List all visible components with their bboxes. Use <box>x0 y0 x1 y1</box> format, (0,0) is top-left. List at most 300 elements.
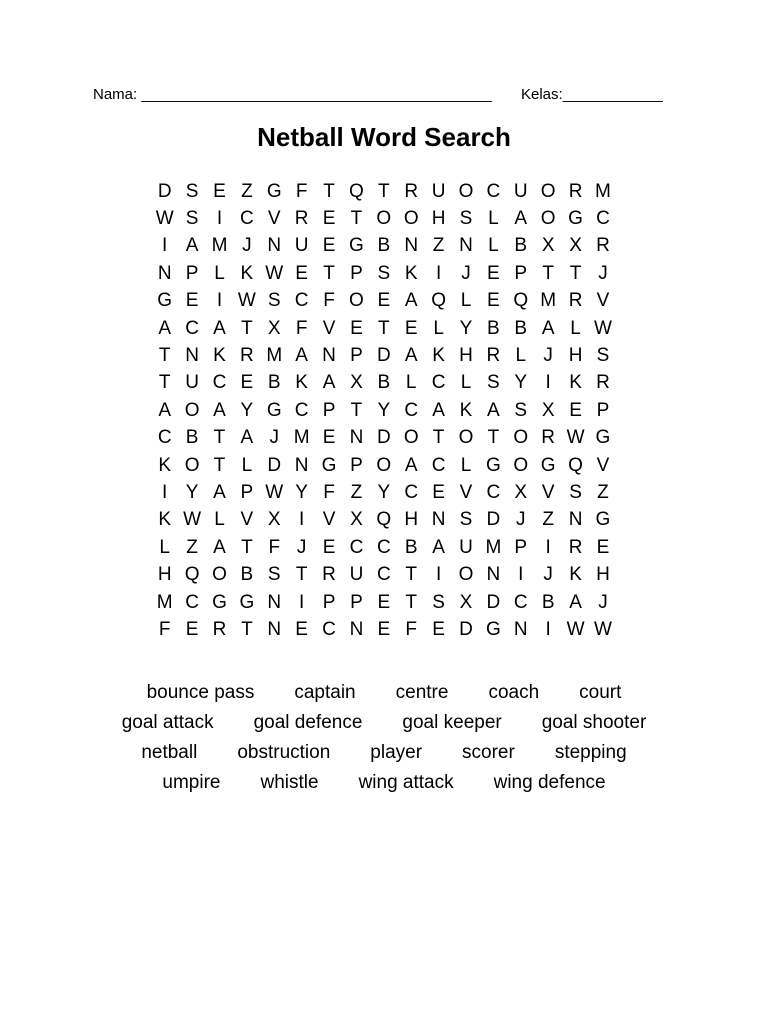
grid-letter: C <box>376 536 391 558</box>
grid-letter: G <box>485 454 501 476</box>
grid-letter: B <box>541 591 555 613</box>
word-row <box>0 678 768 708</box>
grid-letter: M <box>595 180 611 202</box>
grid-letter: C <box>404 481 419 503</box>
word-item: scorer <box>462 742 515 763</box>
grid-letter: Q <box>376 509 392 531</box>
grid-letter: S <box>514 399 528 421</box>
grid-letter: S <box>459 208 473 230</box>
grid-letter: G <box>212 591 227 613</box>
word-item: bounce pass <box>146 682 255 703</box>
grid-letter: F <box>323 290 335 312</box>
grid-letter: H <box>431 208 446 230</box>
grid-letter: F <box>295 317 308 339</box>
grid-letter: A <box>295 345 308 367</box>
grid-letter: E <box>350 317 363 339</box>
grid-letter: N <box>459 235 473 257</box>
grid-letter: Z <box>186 536 198 558</box>
word-item: wing defence <box>493 772 606 793</box>
grid-letter: T <box>213 427 226 449</box>
grid-letter: G <box>266 399 282 421</box>
grid-letter: K <box>459 399 473 421</box>
grid-letter: V <box>240 509 254 531</box>
grid-letter: G <box>157 290 173 312</box>
grid-letter: T <box>295 564 308 586</box>
grid-letter: T <box>405 591 418 613</box>
grid-letter: M <box>211 235 228 257</box>
grid-letter: V <box>459 481 473 503</box>
grid-letter: X <box>350 509 363 531</box>
grid-letter: F <box>405 618 418 640</box>
grid-letter: G <box>349 235 364 257</box>
word-item: coach <box>488 682 540 703</box>
grid-letter: O <box>376 208 392 230</box>
grid-letter: J <box>598 262 608 284</box>
grid-letter: T <box>241 618 253 640</box>
grid-letter: L <box>214 262 225 284</box>
grid-letter: S <box>569 481 582 503</box>
grid-letter: I <box>299 509 305 531</box>
grid-letter: T <box>405 564 418 586</box>
grid-letter: T <box>158 345 171 367</box>
grid-letter: C <box>294 399 309 421</box>
grid-letter: W <box>265 481 284 503</box>
grid-letter: M <box>540 290 557 312</box>
grid-letter: X <box>514 481 528 503</box>
grid-letter: E <box>185 290 199 312</box>
grid-letter: T <box>432 427 445 449</box>
grid-letter: D <box>459 618 473 640</box>
grid-letter: E <box>404 317 418 339</box>
grid-letter: N <box>486 564 501 586</box>
grid-letter: A <box>213 481 226 503</box>
grid-letter: F <box>158 618 171 640</box>
grid-letter: B <box>377 235 391 257</box>
grid-letter: Y <box>185 481 199 503</box>
grid-letter: A <box>432 399 445 421</box>
grid-letter: S <box>459 509 473 531</box>
grid-letter: C <box>513 591 528 613</box>
grid-letter: D <box>376 427 391 449</box>
word-item: court <box>579 682 622 703</box>
grid-letter: E <box>432 618 445 640</box>
grid-letter: P <box>322 591 336 613</box>
grid-letter: L <box>488 208 499 230</box>
grid-letter: N <box>349 427 364 449</box>
word-item: centre <box>395 682 449 703</box>
grid-letter: G <box>485 618 501 640</box>
grid-letter: S <box>596 345 610 367</box>
grid-letter: E <box>322 208 336 230</box>
grid-letter: L <box>159 536 170 558</box>
grid-letter: T <box>241 317 253 339</box>
grid-letter: L <box>570 317 581 339</box>
grid-letter: B <box>404 536 418 558</box>
grid-letter: G <box>595 427 611 449</box>
grid-letter: N <box>349 618 364 640</box>
grid-letter: J <box>516 509 526 531</box>
grid-letter: G <box>266 180 282 202</box>
grid-letter: O <box>540 208 556 230</box>
grid-letter: W <box>183 509 202 531</box>
grid-letter: V <box>322 317 336 339</box>
grid-letter: N <box>185 345 199 367</box>
grid-letter: T <box>213 454 226 476</box>
grid-letter: O <box>376 454 392 476</box>
grid-letter: X <box>459 591 473 613</box>
grid-letter: X <box>267 509 281 531</box>
grid-letter: L <box>241 454 253 476</box>
grid-letter: C <box>185 317 199 339</box>
grid-letter: H <box>459 345 473 367</box>
grid-letter: I <box>435 564 442 586</box>
grid-letter: C <box>376 564 391 586</box>
grid-letter: Y <box>377 481 391 503</box>
grid-letter: C <box>404 399 419 421</box>
grid-letter: C <box>486 481 501 503</box>
grid-letter: U <box>459 536 473 558</box>
grid-letter: P <box>185 262 199 284</box>
word-row <box>0 738 768 768</box>
grid-letter: B <box>514 317 528 339</box>
grid-letter: D <box>157 180 172 202</box>
grid-letter: R <box>541 427 556 449</box>
grid-letter: Y <box>295 481 308 503</box>
grid-letter: W <box>265 262 284 284</box>
word-item: whistle <box>260 772 319 793</box>
grid-letter: W <box>593 317 612 339</box>
grid-letter: C <box>596 208 610 230</box>
word-item: umpire <box>162 772 221 793</box>
grid-letter: G <box>239 591 255 613</box>
grid-letter: I <box>216 290 223 312</box>
grid-letter: I <box>299 591 305 613</box>
grid-letter: E <box>569 399 582 421</box>
grid-letter: N <box>568 509 583 531</box>
grid-letter: A <box>569 591 582 613</box>
grid-letter: C <box>212 372 227 394</box>
grid-letter: S <box>185 180 199 202</box>
grid-letter: O <box>513 454 529 476</box>
grid-letter: M <box>485 536 502 558</box>
grid-letter: N <box>267 591 282 613</box>
grid-letter: K <box>158 454 172 476</box>
grid-letter: J <box>543 345 553 367</box>
grid-letter: V <box>267 208 281 230</box>
grid-letter: A <box>213 317 226 339</box>
grid-letter: A <box>404 454 418 476</box>
word-item: goal shooter <box>541 712 647 733</box>
grid-letter: V <box>541 481 555 503</box>
grid-letter: L <box>515 345 527 367</box>
grid-letter: O <box>540 180 556 202</box>
grid-letter: R <box>404 180 419 202</box>
grid-letter: P <box>514 262 528 284</box>
grid-letter: Z <box>597 481 609 503</box>
grid-letter: X <box>541 399 555 421</box>
grid-letter: I <box>162 481 168 503</box>
grid-letter: R <box>596 235 610 257</box>
grid-letter: G <box>568 208 583 230</box>
grid-letter: R <box>596 372 610 394</box>
grid-letter: C <box>185 591 199 613</box>
grid-letter: H <box>157 564 172 586</box>
grid-letter: R <box>212 618 227 640</box>
grid-letter: P <box>350 345 363 367</box>
grid-letter: O <box>458 564 474 586</box>
word-item: wing attack <box>358 772 454 793</box>
header-fields <box>93 86 673 106</box>
grid-letter: O <box>403 208 419 230</box>
grid-letter: R <box>568 180 583 202</box>
grid-letter: E <box>432 481 445 503</box>
grid-letter: P <box>596 399 610 421</box>
grid-letter: X <box>350 372 363 394</box>
grid-letter: T <box>323 262 335 284</box>
grid-letter: C <box>157 427 172 449</box>
grid-letter: V <box>596 290 610 312</box>
word-item: goal keeper <box>402 712 502 733</box>
grid-letter: W <box>593 618 612 640</box>
grid-letter: S <box>487 372 500 394</box>
grid-letter: G <box>595 509 611 531</box>
grid-letter: E <box>322 427 336 449</box>
grid-letter: D <box>486 591 501 613</box>
grid-letter: R <box>240 345 254 367</box>
grid-letter: T <box>241 536 253 558</box>
grid-letter: Y <box>377 399 391 421</box>
grid-letter: N <box>267 618 282 640</box>
grid-letter: R <box>294 208 309 230</box>
grid-letter: I <box>216 208 223 230</box>
grid-letter: G <box>321 454 337 476</box>
grid-letter: O <box>513 427 529 449</box>
word-item: goal attack <box>121 712 214 733</box>
grid-letter: N <box>513 618 528 640</box>
grid-letter: K <box>158 509 172 531</box>
grid-letter: J <box>543 564 553 586</box>
grid-letter: C <box>431 454 446 476</box>
grid-letter: Y <box>514 372 528 394</box>
grid-letter: B <box>185 427 199 449</box>
grid-letter: M <box>266 345 283 367</box>
grid-letter: A <box>322 372 336 394</box>
word-item: stepping <box>554 742 627 763</box>
grid-letter: D <box>486 509 501 531</box>
grid-letter: Q <box>513 290 529 312</box>
grid-letter: M <box>156 591 173 613</box>
grid-letter: X <box>541 235 555 257</box>
grid-letter: B <box>267 372 281 394</box>
grid-letter: C <box>240 208 254 230</box>
grid-letter: P <box>350 262 363 284</box>
grid-letter: P <box>322 399 336 421</box>
grid-letter: W <box>566 427 585 449</box>
grid-letter: L <box>433 317 444 339</box>
grid-letter: O <box>184 399 200 421</box>
grid-letter: F <box>295 180 308 202</box>
grid-letter: D <box>376 345 391 367</box>
grid-letter: I <box>162 235 168 257</box>
grid-letter: Q <box>568 454 583 476</box>
grid-letter: I <box>545 618 551 640</box>
grid-letter: K <box>569 372 582 394</box>
page-title: Netball Word Search <box>257 122 511 152</box>
grid-letter: E <box>377 618 391 640</box>
grid-letter: O <box>458 180 474 202</box>
grid-letter: I <box>545 536 551 558</box>
grid-letter: E <box>322 235 336 257</box>
grid-letter: S <box>432 591 445 613</box>
grid-letter: Q <box>184 564 200 586</box>
grid-letter: W <box>237 290 256 312</box>
grid-letter: W <box>566 618 585 640</box>
grid-letter: U <box>513 180 528 202</box>
grid-letter: E <box>240 372 254 394</box>
grid-letter: V <box>596 454 610 476</box>
grid-letter: L <box>460 290 472 312</box>
grid-letter: P <box>514 536 528 558</box>
grid-letter: L <box>460 454 472 476</box>
grid-letter: T <box>569 262 582 284</box>
grid-letter: B <box>514 235 528 257</box>
grid-letter: E <box>185 618 199 640</box>
grid-letter: L <box>405 372 417 394</box>
grid-letter: L <box>460 372 472 394</box>
grid-letter: A <box>514 208 528 230</box>
word-item: obstruction <box>237 742 331 763</box>
grid-letter: S <box>267 564 281 586</box>
grid-letter: Z <box>350 481 363 503</box>
grid-letter: S <box>267 290 281 312</box>
grid-letter: O <box>458 427 474 449</box>
grid-letter: A <box>213 399 226 421</box>
grid-letter: U <box>185 372 199 394</box>
grid-letter: N <box>294 454 309 476</box>
grid-letter: B <box>377 372 391 394</box>
grid-letter: Y <box>459 317 473 339</box>
grid-letter: A <box>158 317 172 339</box>
grid-letter: H <box>568 345 583 367</box>
grid-letter: T <box>487 427 500 449</box>
grid-letter: O <box>349 290 364 312</box>
word-item: netball <box>141 742 198 763</box>
grid-letter: K <box>213 345 226 367</box>
grid-letter: O <box>403 427 419 449</box>
grid-letter: C <box>294 290 309 312</box>
grid-letter: E <box>322 536 336 558</box>
grid-letter: A <box>404 345 418 367</box>
letter-grid <box>151 178 621 644</box>
grid-letter: E <box>295 618 308 640</box>
grid-letter: R <box>568 290 583 312</box>
grid-letter: R <box>322 564 336 586</box>
grid-letter: I <box>545 372 551 394</box>
word-item: captain <box>294 682 356 703</box>
grid-letter: I <box>435 262 442 284</box>
grid-letter: O <box>212 564 227 586</box>
word-row <box>0 708 768 738</box>
grid-letter: T <box>542 262 554 284</box>
grid-letter: F <box>323 481 335 503</box>
grid-letter: T <box>323 180 335 202</box>
grid-letter: F <box>268 536 281 558</box>
grid-letter: U <box>349 564 364 586</box>
grid-letter: B <box>240 564 254 586</box>
grid-letter: N <box>431 509 446 531</box>
grid-letter: U <box>294 235 309 257</box>
grid-letter: X <box>569 235 582 257</box>
grid-letter: D <box>267 454 282 476</box>
grid-letter: N <box>267 235 282 257</box>
grid-letter: Z <box>241 180 253 202</box>
grid-letter: E <box>377 591 391 613</box>
grid-letter: K <box>240 262 254 284</box>
grid-letter: L <box>214 509 225 531</box>
grid-letter: E <box>213 180 226 202</box>
grid-letter: H <box>404 509 419 531</box>
grid-letter: A <box>541 317 555 339</box>
grid-letter: R <box>486 345 501 367</box>
grid-letter: A <box>158 399 172 421</box>
grid-letter: I <box>518 564 524 586</box>
grid-letter: C <box>349 536 364 558</box>
grid-letter: A <box>213 536 226 558</box>
grid-letter: E <box>487 262 500 284</box>
grid-letter: L <box>488 235 499 257</box>
grid-letter: A <box>487 399 500 421</box>
grid-letter: P <box>350 591 363 613</box>
grid-letter: K <box>569 564 582 586</box>
grid-letter: Q <box>349 180 364 202</box>
name-field-label: Nama: __________________________________________ <box>93 86 492 103</box>
grid-letter: U <box>431 180 446 202</box>
grid-letter: A <box>240 427 254 449</box>
grid-letter: J <box>461 262 471 284</box>
grid-letter: Z <box>542 509 554 531</box>
grid-letter: Y <box>240 399 254 421</box>
grid-letter: W <box>155 208 174 230</box>
grid-letter: K <box>295 372 308 394</box>
grid-letter: X <box>267 317 281 339</box>
grid-letter: S <box>377 262 391 284</box>
grid-letter: E <box>487 290 500 312</box>
grid-letter: T <box>378 180 390 202</box>
grid-letter: A <box>185 235 199 257</box>
grid-letter: C <box>431 372 446 394</box>
word-item: goal defence <box>253 712 363 733</box>
grid-letter: E <box>295 262 308 284</box>
word-list <box>0 678 768 798</box>
grid-letter: K <box>404 262 418 284</box>
grid-letter: G <box>540 454 556 476</box>
grid-letter: J <box>269 427 279 449</box>
grid-letter: M <box>293 427 310 449</box>
grid-letter: A <box>432 536 445 558</box>
grid-letter: H <box>596 564 610 586</box>
grid-letter: K <box>432 345 445 367</box>
grid-letter: B <box>487 317 500 339</box>
grid-letter: C <box>486 180 501 202</box>
grid-letter: N <box>157 262 172 284</box>
grid-letter: T <box>350 208 363 230</box>
grid-letter: J <box>296 536 307 558</box>
grid-letter: E <box>377 290 391 312</box>
grid-letter: Q <box>431 290 446 312</box>
grid-letter: T <box>350 399 363 421</box>
grid-letter: C <box>322 618 336 640</box>
grid-letter: P <box>350 454 363 476</box>
